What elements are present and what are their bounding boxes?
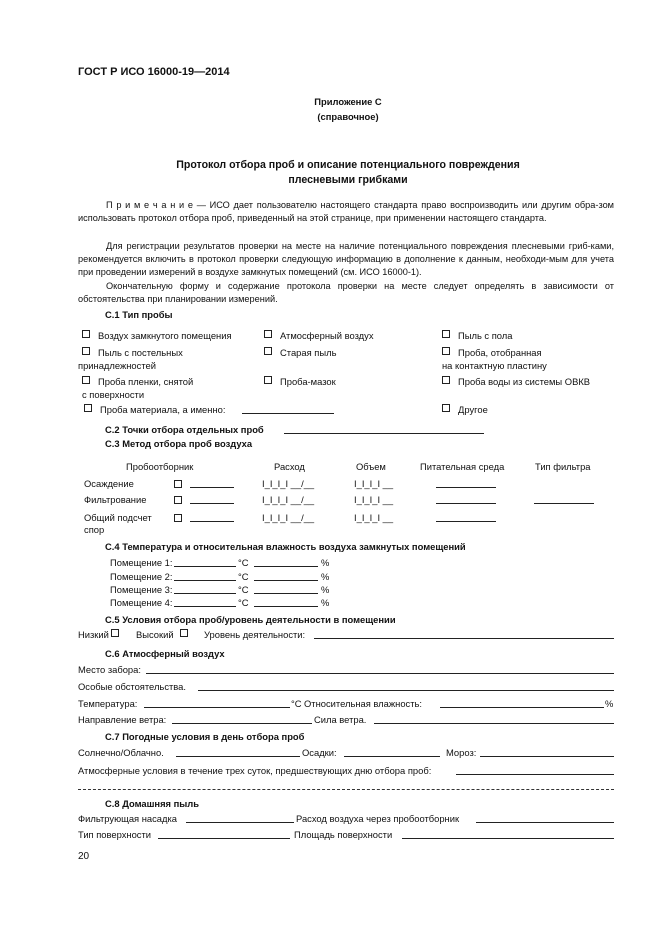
place-label: Место забора:	[78, 664, 141, 675]
temp-unit: °С	[238, 571, 249, 582]
note-label: П р и м е ч а н и е —	[106, 200, 206, 210]
sampler-flow-label: Расход воздуха через пробоотборник	[296, 813, 460, 824]
col-sampler: Пробоотборник	[126, 461, 194, 472]
page-number: 20	[78, 851, 90, 862]
checkbox-label: Проба, отобранная	[458, 347, 542, 358]
sampler-flow-field[interactable]	[476, 822, 614, 823]
checkbox-film-sample[interactable]	[82, 376, 193, 387]
precip-label: Осадки:	[302, 747, 337, 758]
checkbox-label-cont: на контактную пластину	[442, 360, 547, 371]
standard-header: ГОСТ Р ИСО 16000-19—2014	[78, 66, 230, 78]
checkbox-box[interactable]	[442, 330, 450, 338]
checkbox-contact-plate[interactable]	[442, 347, 542, 358]
hum-field[interactable]	[254, 580, 318, 581]
hum-field[interactable]	[254, 566, 318, 567]
col-filter: Тип фильтра	[535, 461, 591, 472]
paragraph-2	[78, 280, 614, 306]
vol-mask[interactable]: I_I_I_I __	[354, 478, 394, 489]
checkbox-box[interactable]	[180, 629, 188, 637]
checkbox-label: Старая пыль	[280, 347, 337, 358]
wind-dir-field[interactable]	[172, 723, 312, 724]
paragraph-2-text: Окончательную форму и содержание протокола проверки на месте следует определять в зависимости от обстоятельства при планировании измерений.	[78, 281, 614, 304]
activity-level-label: Уровень деятельности:	[204, 629, 306, 640]
outdoor-temp-unit: °С	[291, 698, 302, 709]
checkbox-box[interactable]	[264, 376, 272, 384]
place-field[interactable]	[146, 673, 614, 674]
checkbox-box[interactable]	[82, 330, 90, 338]
c6-heading: С.6 Атмосферный воздух	[105, 648, 225, 659]
outdoor-hum-field[interactable]	[440, 707, 604, 708]
checkbox-label: Атмосферный воздух	[280, 330, 374, 341]
c8-heading: С.8 Домашняя пыль	[105, 798, 200, 809]
high-label: Высокий	[136, 629, 174, 640]
c7-heading: С.7 Погодные условия в день отбора проб	[105, 731, 305, 742]
vol-mask[interactable]: I_I_I_I __	[354, 494, 394, 505]
checkbox-label: Проба воды из системы ОВКВ	[458, 376, 591, 387]
frost-label: Мороз:	[446, 747, 477, 758]
row-filtration: Фильтрование	[84, 494, 147, 505]
outdoor-hum-label: Относительная влажность:	[304, 698, 423, 709]
checkbox-box[interactable]	[264, 347, 272, 355]
c4-heading: С.4 Температура и относительная влажность воздуха замкнутых помещений	[105, 541, 466, 552]
checkbox-box[interactable]	[84, 404, 92, 412]
flow-mask[interactable]: I_I_I_I __/__	[262, 512, 315, 523]
activity-high[interactable]	[136, 629, 196, 640]
doc-title-line2: плесневыми грибками	[288, 174, 408, 186]
room-2: Помещение 2:	[110, 571, 173, 582]
room-1: Помещение 1:	[110, 557, 173, 568]
row-sedimentation: Осаждение	[84, 478, 134, 489]
c5-heading: С.5 Условия отбора проб/уровень деятельности в помещении	[105, 614, 396, 625]
checkbox-hvac-water[interactable]	[442, 376, 590, 387]
checkbox-old-dust[interactable]	[264, 347, 336, 358]
outdoor-temp-field[interactable]	[144, 707, 290, 708]
annex-title: Приложение С	[314, 96, 382, 107]
checkbox-label: Проба материала, а именно:	[100, 404, 226, 415]
note-text: ИСО дает пользователю настоящего стандарта право воспроизводить или другим обра-зом использовать протокол отбора проб, приведенный на этой странице, при применении настоящего стандарта.	[78, 200, 614, 223]
sampling-points-field[interactable]	[284, 433, 484, 434]
paragraph-1-text: Для регистрации результатов проверки на месте на наличие потенциального повреждения плесневыми гриб-ками, рекомендуется включить в протокол проверки следующую информацию в дополнение к данным, необходи-мым для учета при проведении измерений в воздухе замкнутых помещений (см. ИСО 16000-1).	[78, 241, 614, 277]
nozzle-label: Фильтрующая насадка	[78, 813, 177, 824]
three-days-label: Атмосферные условия в течение трех суток, предшествующих дню отбора проб:	[78, 765, 432, 776]
temp-field[interactable]	[174, 580, 236, 581]
col-flow: Расход	[274, 461, 305, 472]
outdoor-hum-unit: %	[605, 698, 614, 709]
temp-field[interactable]	[174, 593, 236, 594]
checkbox-filtration[interactable]	[174, 496, 182, 504]
surface-label: Тип поверхности	[78, 829, 152, 840]
checkbox-box[interactable]	[82, 347, 90, 355]
hum-field[interactable]	[254, 606, 318, 607]
note	[78, 199, 614, 225]
medium-field[interactable]	[436, 521, 496, 522]
c1-heading: С.1 Тип пробы	[105, 309, 173, 320]
checkbox-material[interactable]	[84, 404, 225, 415]
checkbox-label: Проба пленки, снятой	[98, 376, 194, 387]
checkbox-box[interactable]	[442, 404, 450, 412]
checkbox-label: Проба-мазок	[280, 376, 336, 387]
hum-field[interactable]	[254, 593, 318, 594]
row-total-spores: Общий подсчет	[84, 512, 152, 523]
wind-force-label: Сила ветра.	[314, 714, 367, 725]
wind-dir-label: Направление ветра:	[78, 714, 167, 725]
checkbox-box[interactable]	[442, 347, 450, 355]
checkbox-box[interactable]	[442, 376, 450, 384]
filter-field[interactable]	[534, 503, 594, 504]
low-label: Низкий	[78, 629, 109, 640]
col-volume: Объем	[356, 461, 386, 472]
room-3: Помещение 3:	[110, 584, 173, 595]
nozzle-field[interactable]	[186, 822, 294, 823]
flow-mask[interactable]: I_I_I_I __/__	[262, 494, 315, 505]
col-medium: Питательная среда	[420, 461, 505, 472]
temp-unit: °С	[238, 597, 249, 608]
precip-field[interactable]	[344, 756, 440, 757]
checkbox-outdoor-air[interactable]	[264, 330, 374, 341]
checkbox-label: Воздух замкнутого помещения	[98, 330, 232, 341]
temp-field[interactable]	[174, 606, 236, 607]
medium-field[interactable]	[436, 503, 496, 504]
checkbox-swab[interactable]	[264, 376, 336, 387]
activity-level-field[interactable]	[314, 638, 614, 639]
checkbox-other[interactable]	[442, 404, 488, 415]
field[interactable]	[190, 521, 234, 522]
vol-mask[interactable]: I_I_I_I __	[354, 512, 394, 523]
activity-low[interactable]	[78, 629, 127, 640]
checkbox-label-cont: принадлежностей	[78, 360, 156, 371]
c2-heading: С.2 Точки отбора отдельных проб	[105, 424, 264, 435]
field[interactable]	[190, 503, 234, 504]
checkbox-floor-dust[interactable]	[442, 330, 513, 341]
surface-field[interactable]	[158, 838, 290, 839]
hum-unit: %	[321, 571, 330, 582]
paragraph-1	[78, 240, 614, 279]
c3-heading: С.3 Метод отбора проб воздуха	[105, 438, 253, 449]
checkbox-indoor-air[interactable]	[82, 330, 232, 341]
room-4: Помещение 4:	[110, 597, 173, 608]
checkbox-bed-dust[interactable]	[82, 347, 183, 358]
hum-unit: %	[321, 584, 330, 595]
annex-subtitle: (справочное)	[317, 111, 379, 122]
three-days-field[interactable]	[456, 774, 614, 775]
sunny-label: Солнечно/Облачно.	[78, 747, 164, 758]
material-field[interactable]	[242, 413, 334, 414]
area-label: Площадь поверхности	[294, 829, 393, 840]
checkbox-box[interactable]	[111, 629, 119, 637]
hum-unit: %	[321, 557, 330, 568]
row-total-spores-cont: спор	[84, 524, 105, 535]
temp-unit: °С	[238, 557, 249, 568]
features-label: Особые обстоятельства.	[78, 681, 186, 692]
checkbox-label: Другое	[458, 404, 488, 415]
checkbox-label-cont: с поверхности	[82, 389, 145, 400]
hum-unit: %	[321, 597, 330, 608]
checkbox-total-spores[interactable]	[174, 514, 182, 522]
flow-mask[interactable]: I_I_I_I __/__	[262, 478, 315, 489]
checkbox-label: Пыль с пола	[458, 330, 513, 341]
field[interactable]	[190, 487, 234, 488]
temp-unit: °С	[238, 584, 249, 595]
checkbox-sedimentation[interactable]	[174, 480, 182, 488]
doc-title-line1: Протокол отбора проб и описание потенциального повреждения	[176, 159, 520, 171]
medium-field[interactable]	[436, 487, 496, 488]
features-field[interactable]	[198, 690, 614, 691]
checkbox-box[interactable]	[82, 376, 90, 384]
area-field[interactable]	[402, 838, 614, 839]
temp-field[interactable]	[174, 566, 236, 567]
sunny-field[interactable]	[176, 756, 300, 757]
frost-field[interactable]	[480, 756, 614, 757]
checkbox-box[interactable]	[264, 330, 272, 338]
outdoor-temp-label: Температура:	[78, 698, 138, 709]
wind-force-field[interactable]	[374, 723, 614, 724]
checkbox-label: Пыль с постельных	[98, 347, 183, 358]
three-days-field-cont[interactable]	[78, 789, 614, 790]
